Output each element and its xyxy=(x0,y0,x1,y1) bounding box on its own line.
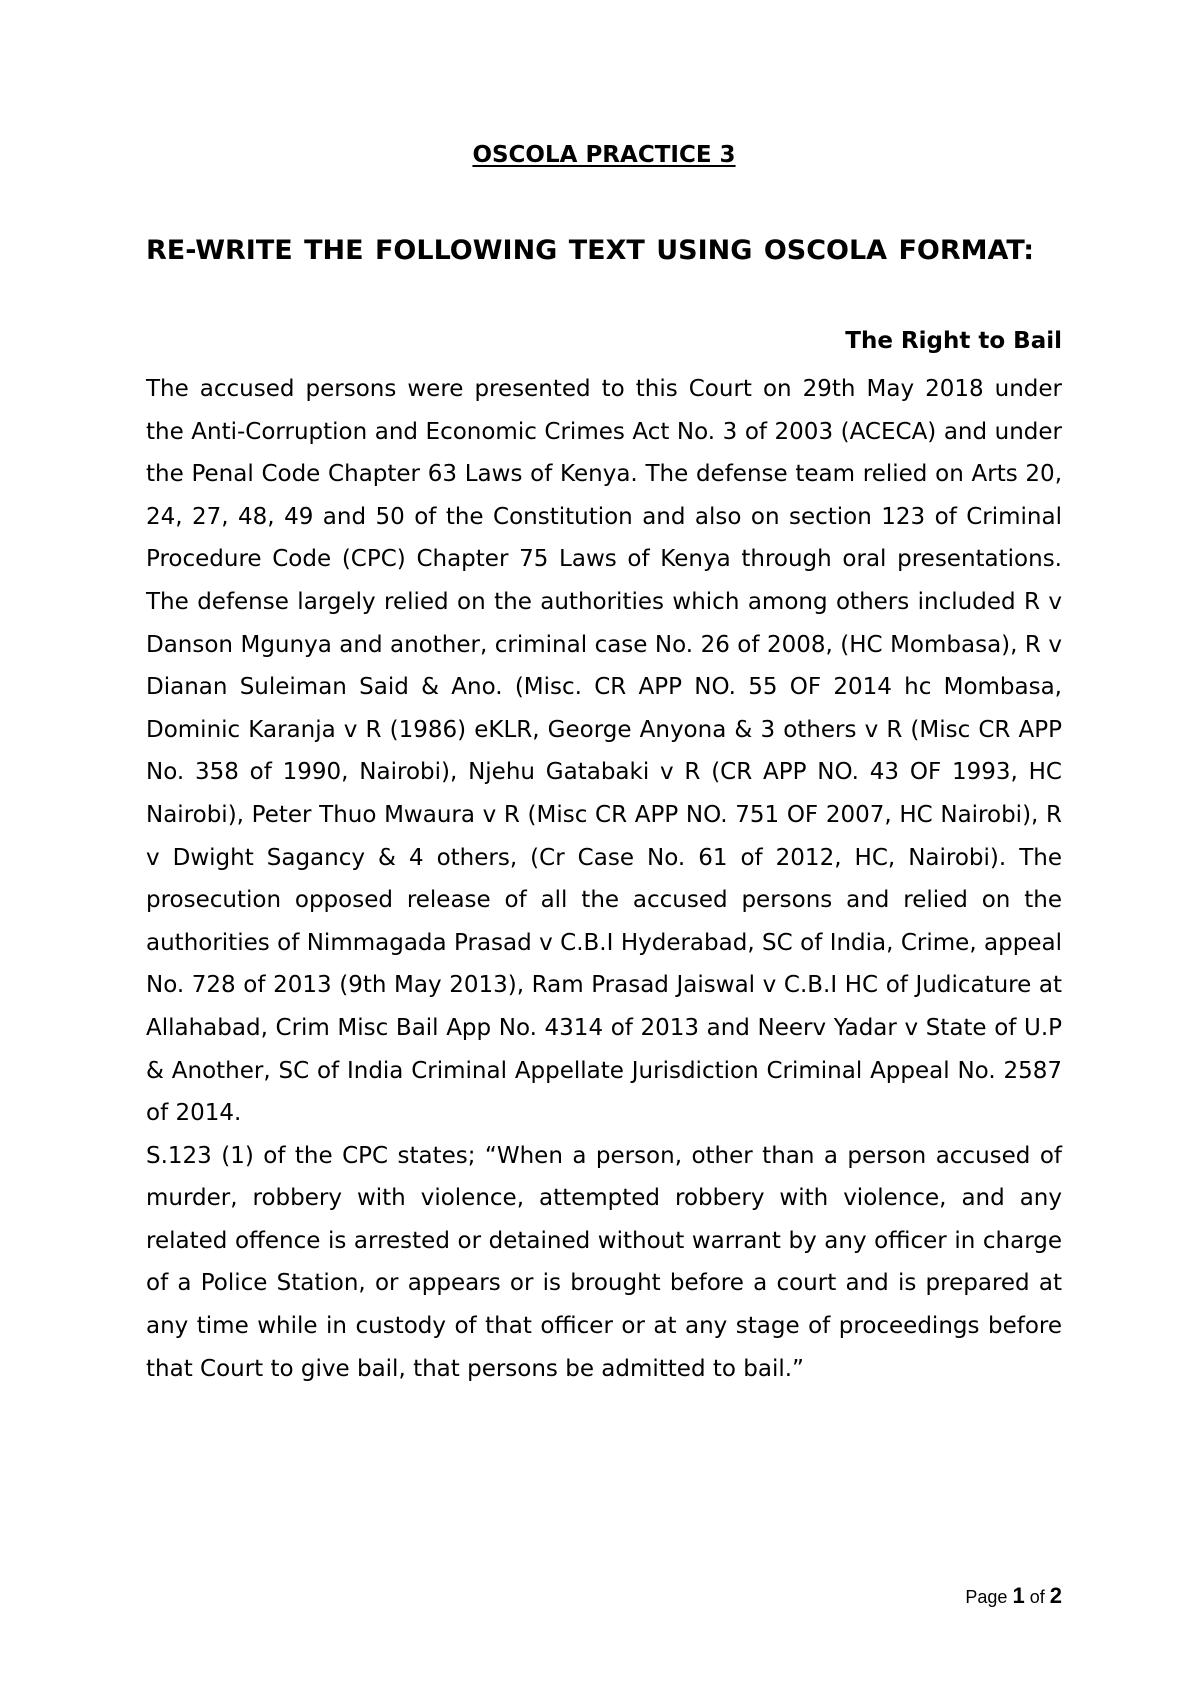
page-label: Page xyxy=(965,1587,1008,1607)
of-label: of xyxy=(1029,1587,1045,1607)
paragraph-case-summary: The accused persons were presented to this Court on 29th May 2018 under the Anti-Corruption and Economic Crimes Act No. 3 of 2003 (ACECA) and under the Penal Code Chapter 63 Laws of Kenya. The defense team relied on Arts 20, 24, 27, 48, 49 and 50 of the Constitution and also on section 123 of Criminal Procedure Code (CPC) Chapter 75 Laws of Kenya through oral presentations. The defense largely relied on the authorities which among others included R v Danson Mgunya and another, criminal case No. 26 of 2008, (HC Mombasa), R v Dianan Suleiman Said & Ano. (Misc. CR APP NO. 55 OF 2014 hc Mombasa, Dominic Karanja v R (1986) eKLR, George Anyona & 3 others v R (Misc CR APP No. 358 of 1990, Nairobi), Njehu Gatabaki v R (CR APP NO. 43 OF 1993, HC Nairobi), Peter Thuo Mwaura v R (Misc CR APP NO. 751 OF 2007, HC Nairobi), R v Dwight Sagancy & 4 others, (Cr Case No. 61 of 2012, HC, Nairobi). The prosecution opposed release of all the accused persons and relied on the authorities of Nimmagada Prasad v C.B.I Hyderabad, SC of India, Crime, appeal No. 728 of 2013 (9th May 2013), Ram Prasad Jaiswal v C.B.I HC of Judicature at Allahabad, Crim Misc Bail App No. 4314 of 2013 and Neerv Yadar v State of U.P & Another, SC of India Criminal Appellate Jurisdiction Criminal Appeal No. 2587 of 2014. xyxy=(146,376,1062,1127)
document-body xyxy=(146,368,1062,1390)
total-pages-number: 2 xyxy=(1049,1583,1062,1608)
current-page-number: 1 xyxy=(1012,1583,1025,1608)
section-heading: The Right to Bail xyxy=(845,328,1062,354)
document-title: OSCOLA PRACTICE 3 xyxy=(472,142,736,168)
instruction-text: RE-WRITE THE FOLLOWING TEXT USING OSCOLA FORMAT: xyxy=(146,235,1035,266)
paragraph-cpc-quote: S.123 (1) of the CPC states; “When a person, other than a person accused of murder, robbery with violence, attempted robbery with violence, and any related offence is arrested or detained without warrant by any officer in charge of a Police Station, or appears or is brought before a court and is prepared at any time while in custody of that officer or at any stage of proceedings before that Court to give bail, that persons be admitted to bail.” xyxy=(146,1142,1062,1382)
page-number-footer xyxy=(146,1583,1062,1609)
